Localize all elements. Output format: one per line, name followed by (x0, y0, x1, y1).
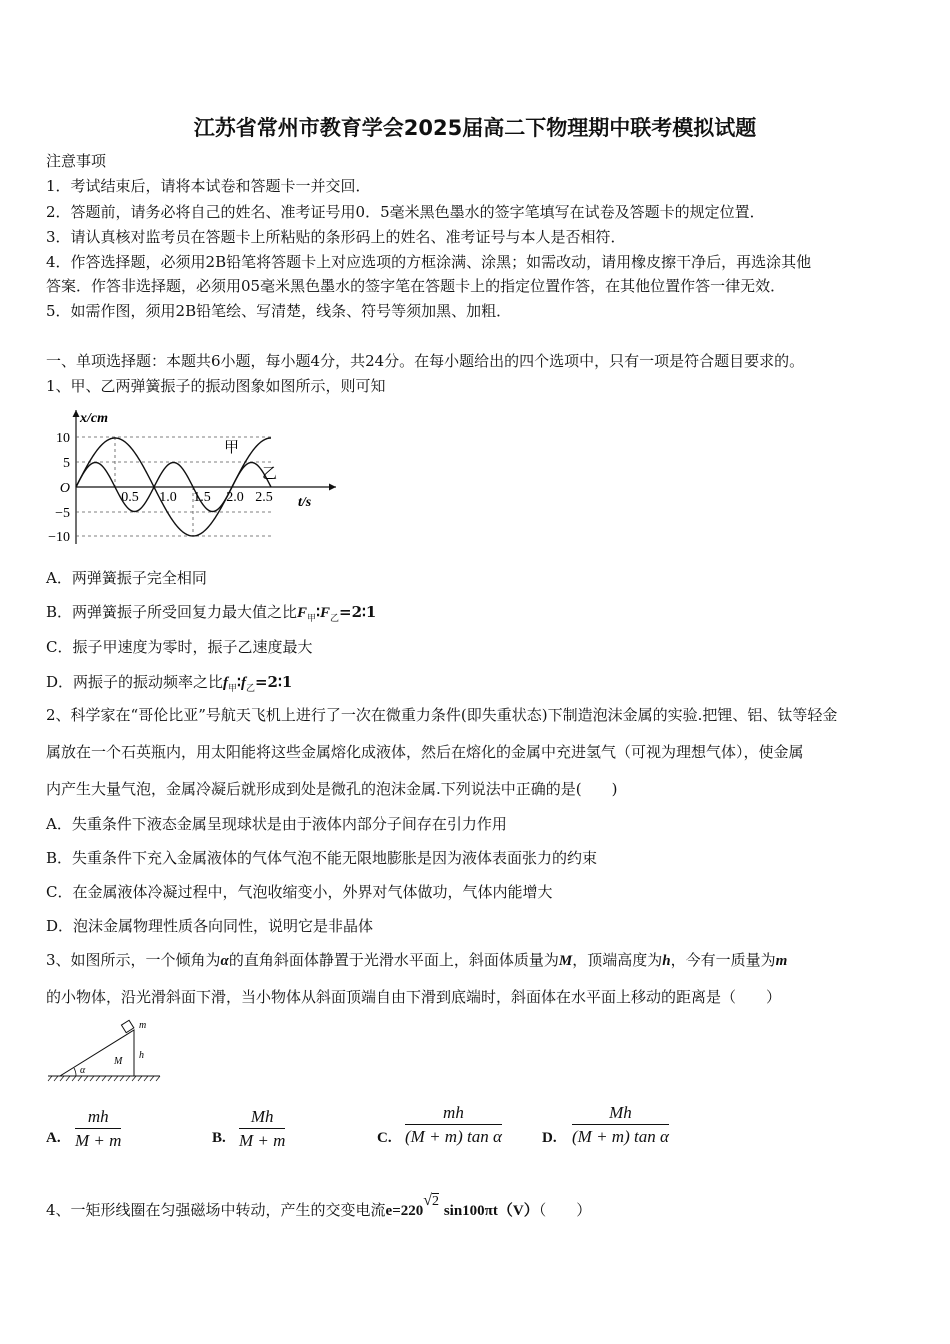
section-heading: 一、单项选择题：本题共6小题，每小题4分，共24分。在每小题给出的四个选项中，只有一项是符合题目要求的。 (46, 352, 805, 370)
notice-item: 2．答题前，请务必将自己的姓名、准考证号用0．5毫米黑色墨水的签字笔填写在试卷及答题卡的规定位置． (46, 203, 765, 221)
q3-option-c-label: C. (377, 1130, 392, 1146)
notice-heading: 注意事项 (46, 152, 107, 170)
notice-item: 答案．作答非选择题，必须用05毫米黑色墨水的签字笔在答题卡上的指定位置作答，在其他位置作答一律无效． (46, 277, 786, 295)
q3-option-a-fraction: $\frac{mh}{M + m}$ (75, 1107, 122, 1150)
oscillation-graph (46, 404, 346, 549)
q1-option-a: A．两弹簧振子完全相同 (46, 569, 207, 587)
question-3-stem: 的小物体，沿光滑斜面下滑，当小物体从斜面顶端自由下滑到底端时，斜面体在水平面上移动的距离是（ ） (46, 988, 782, 1006)
q1-option-b: B．两弹簧振子所受回复力最大值之比$F_甲∶F_乙=2∶1$ (46, 603, 377, 624)
page-title: 江苏省常州市教育学会2025届高二下物理期中联考模拟试题 (193, 116, 757, 140)
q3-option-d-label: D. (542, 1130, 557, 1146)
notice-item: 1．考试结束后，请将本试卷和答题卡一并交回． (46, 177, 371, 195)
notice-item: 4．作答选择题，必须用2B铅笔将答题卡上对应选项的方框涂满、涂黑；如需改动，请用橡皮擦干净后，再选涂其他 (46, 253, 812, 271)
q3-option-d-fraction: $\frac{Mh}{\text{(M + m) tan α}}$ (572, 1103, 669, 1146)
y-tick-label: 5 (63, 456, 70, 471)
curve-label-jia: 甲 (224, 440, 240, 456)
curve-label-yi: 乙 (262, 466, 278, 482)
q3-option-b-label: B. (212, 1130, 226, 1146)
question-4-stem: 4、一矩形线圈在匀强磁场中转动，产生的交变电流e=220√2 sin100πt（V）（ ） (46, 1192, 592, 1219)
x-tick-label: 1.5 (193, 490, 211, 505)
q1-option-c: C．振子甲速度为零时，振子乙速度最大 (46, 638, 313, 656)
incline-figure (46, 1016, 166, 1086)
question-1-stem: 1、甲、乙两弹簧振子的振动图象如图所示，则可知 (46, 377, 386, 395)
q2-option-b: B．失重条件下充入金属液体的气体气泡不能无限地膨胀是因为液体表面张力的约束 (46, 849, 598, 867)
q2-option-d: D．泡沫金属物理性质各向同性，说明它是非晶体 (46, 917, 374, 935)
question-2-stem: 2、科学家在“哥伦比亚”号航天飞机上进行了一次在微重力条件(即失重状态)下制造泡沫金属的实验.把锂、铝、钛等轻金 (46, 706, 838, 724)
x-tick-label: 1.0 (159, 490, 177, 505)
y-axis-label: x/cm (80, 411, 108, 426)
q2-option-c: C．在金属液体冷凝过程中，气泡收缩变小，外界对气体做功，气体内能增大 (46, 883, 553, 901)
x-tick-label: 2.0 (226, 490, 244, 505)
svg-text:m: m (139, 1020, 147, 1031)
q3-option-a-label: A. (46, 1130, 61, 1146)
x-tick-label: 0.5 (121, 490, 139, 505)
y-tick-label: 10 (56, 431, 70, 446)
question-2-stem: 内产生大量气泡，金属冷凝后就形成到处是微孔的泡沫金属.下列说法中正确的是( ) (46, 780, 618, 798)
notice-item: 3．请认真核对监考员在答题卡上所粘贴的条形码上的姓名、准考证号与本人是否相符． (46, 228, 626, 246)
svg-text:h: h (139, 1050, 144, 1061)
origin-label: O (59, 481, 70, 496)
svg-text:M: M (114, 1056, 123, 1067)
question-3-stem: 3、如图所示，一个倾角为α的直角斜面体静置于光滑水平面上，斜面体质量为M，顶端高度为h，今有一质量为m (46, 951, 788, 969)
x-axis-label: t/s (298, 495, 312, 510)
q3-option-b-fraction: $\frac{Mh}{M + m}$ (239, 1107, 286, 1150)
y-tick-label: −5 (55, 506, 70, 521)
question-2-stem: 属放在一个石英瓶内，用太阳能将这些金属熔化成液体，然后在熔化的金属中充进氢气（可视为理想气体），使金属 (46, 743, 804, 761)
x-tick-label: 2.5 (255, 490, 273, 505)
notice-item: 5．如需作图，须用2B铅笔绘、写清楚，线条、符号等须加黑、加粗． (46, 302, 512, 320)
q1-option-d: D．两振子的振动频率之比$f_甲∶f_乙=2∶1$ (46, 673, 293, 694)
q3-option-c-fraction: $\frac{mh}{\text{(M + m) tan α}}$ (405, 1103, 502, 1146)
incline-body (60, 1030, 134, 1076)
y-tick-label: −10 (48, 530, 70, 545)
svg-text:α: α (80, 1065, 86, 1076)
q2-option-a: A．失重条件下液态金属呈现球状是由于液体内部分子间存在引力作用 (46, 815, 507, 833)
